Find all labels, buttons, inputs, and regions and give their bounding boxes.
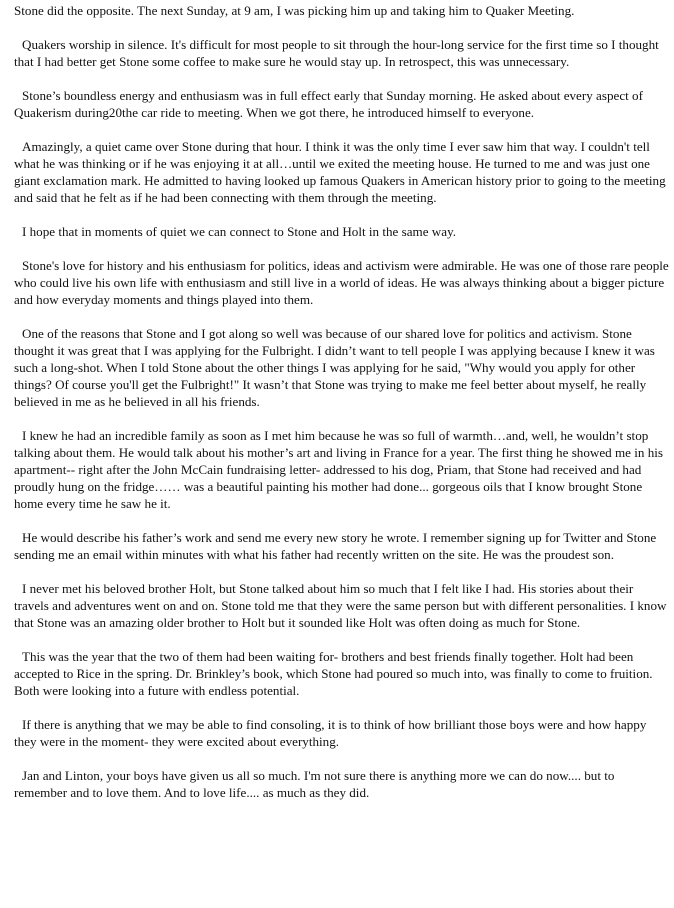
paragraph-12: If there is anything that we may be able to find consoling, it is to think of how brilliant those boys were and how happy they were in the moment- they were excited about everything. <box>14 717 647 749</box>
paragraph-2: Quakers worship in silence. It's difficult for most people to sit through the hour-long service for the first time so I thought that I had better get Stone some coffee to make sure he would stay up. In retrospect, this was unnecessary. <box>14 37 659 69</box>
paragraph-3: Stone’s boundless energy and enthusiasm was in full effect early that Sunday morning. He asked about every aspect of Quakerism during20the car ride to meeting. When we got there, he introduced himself to everyone. <box>14 88 643 120</box>
paragraph-5: I hope that in moments of quiet we can connect to Stone and Holt in the same way. <box>22 224 457 239</box>
paragraph-6: Stone's love for history and his enthusiasm for politics, ideas and activism were admirable. He was one of those rare people who could live his own life with enthusiasm and still live in a world of ideas. He was always thinking about a bigger picture and how everyday moments and things played into them. <box>14 258 669 307</box>
document-body <box>14 2 670 801</box>
paragraph-1: Stone did the opposite. The next Sunday, at 9 am, I was picking him up and taking him to Quaker Meeting. <box>14 3 575 18</box>
paragraph-7: One of the reasons that Stone and I got along so well was because of our shared love for politics and activism. Stone thought it was great that I was applying for the Fulbright. I didn’t want to tell people I was applying because I knew it was such a long-shot. When I told Stone about the other things I was applying for he said, "Why would you apply for other things? Of course you'll get the Fulbright!" It wasn’t that Stone was trying to make me feel better about myself, he really believed in me as he believed in all his friends. <box>14 326 655 409</box>
paragraph-4: Amazingly, a quiet came over Stone during that hour. I think it was the only time I ever saw him that way. I couldn't tell what he was thinking or if he was enjoying it at all…until we exited the meeting house. He turned to me and was just one giant exclamation mark. He admitted to having looked up famous Quakers in American history prior to going to the meeting and said that he felt as if he had been connecting with them through the meeting. <box>14 139 666 205</box>
paragraph-13: Jan and Linton, your boys have given us all so much. I'm not sure there is anything more we can do now.... but to remember and to love them. And to love life.... as much as they did. <box>14 768 615 800</box>
paragraph-8: I knew he had an incredible family as soon as I met him because he was so full of warmth…and, well, he wouldn’t stop talking about them. He would talk about his mother’s art and living in France for a year. The first thing he showed me in his apartment-- right after the John McCain fundraising letter- addressed to his dog, Priam, that Stone had received and had proudly hung on the fridge…… was a beautiful painting his mother had done... gorgeous oils that I know brought Stone home every time he saw he it. <box>14 428 663 511</box>
paragraph-10: I never met his beloved brother Holt, but Stone talked about him so much that I felt like I had. His stories about their travels and adventures went on and on. Stone told me that they were the same person but with different personalities. I know that Stone was an amazing older brother to Holt but it sounded like Holt was often doing as much for Stone. <box>14 581 667 630</box>
paragraph-11: This was the year that the two of them had been waiting for- brothers and best friends finally together. Holt had been accepted to Rice in the spring. Dr. Brinkley’s book, which Stone had poured so much into, was finally to come to fruition. Both were looking into a future with endless potential. <box>14 649 653 698</box>
paragraph-9: He would describe his father’s work and send me every new story he wrote. I remember signing up for Twitter and Stone sending me an email within minutes with what his father had recently written on the site. He was the proudest son. <box>14 530 657 562</box>
